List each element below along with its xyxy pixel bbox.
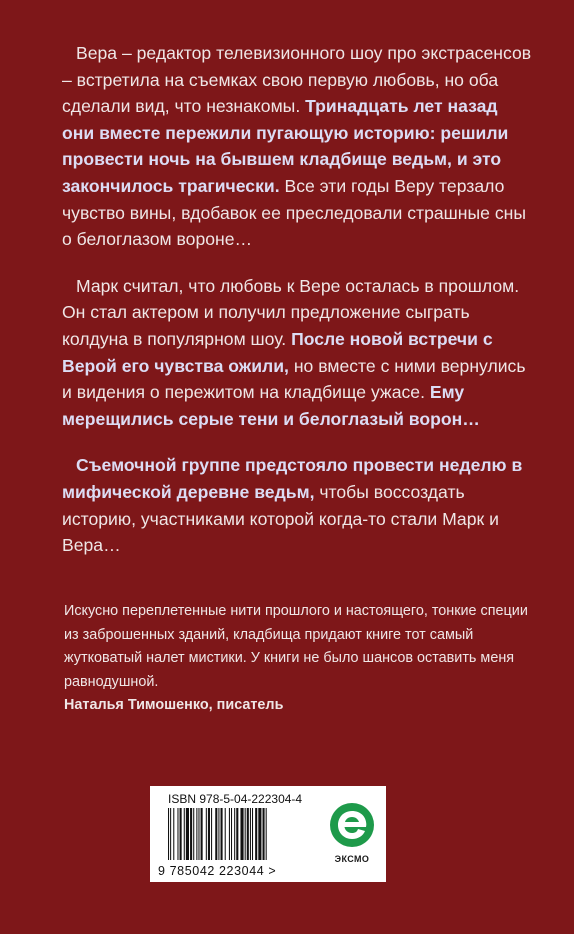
blurb-p3-highlight: Съемочной группе предстояло провести неделю в мифической деревне ведьм,	[62, 455, 523, 502]
quote-author: Наталья Тимошенко, писатель	[64, 697, 284, 713]
blurb-p2-text-mid: но вместе с ними вернулись и видения о пережитом на кладбище ужасе.	[62, 355, 526, 403]
blurb-p2-highlight-end: Ему мерещились серые тени и белоглазый ворон…	[62, 382, 480, 429]
blurb-paragraph-1	[62, 40, 532, 253]
publisher-logo	[328, 800, 376, 874]
ean-digits: 9 785042 223044 >	[158, 864, 277, 878]
blurb-paragraph-3	[62, 452, 532, 558]
blurb-p2-text: Марк считал, что любовь к Вере осталась в прошлом. Он стал актером и получил предложение сыграть колдуна в популярном шоу.	[62, 275, 520, 349]
blurb-p1-highlight: Тринадцать лет назад они вместе пережили пугающую историю: решили провести ночь на бывшем кладбище ведьм, и это закончилось трагически.	[62, 96, 509, 196]
blurb-p2-highlight: После новой встречи с Верой его чувства ожили,	[62, 328, 493, 376]
blurb-paragraph-2	[62, 273, 532, 433]
quote-text: Искусно переплетенные нити прошлого и настоящего, тонкие специи из заброшенных зданий, кладбища придают книге тот самый жутковатый налет мистики. У книги не было шансов оставить меня равнодушной.	[64, 603, 528, 690]
blurb-p1-text-end: Все эти годы Веру терзало чувство вины, вдобавок ее преследовали страшные сны о белоглазом вороне…	[62, 175, 526, 250]
isbn-label: ISBN 978-5-04-222304-4	[168, 792, 303, 806]
annotation-text	[62, 40, 532, 579]
blurb-p1-text: Вера – редактор телевизионного шоу про экстрасенсов – встретила на съемках свою первую любовь, но оба сделали вид, что незнакомы.	[62, 43, 532, 117]
review-quote	[64, 600, 534, 718]
eksmo-logo-icon	[328, 800, 376, 852]
publisher-name: ЭКСМО	[334, 854, 370, 864]
blurb-p3-text: чтобы воссоздать историю, участниками которой когда-то стали Марк и Вера…	[62, 481, 499, 556]
